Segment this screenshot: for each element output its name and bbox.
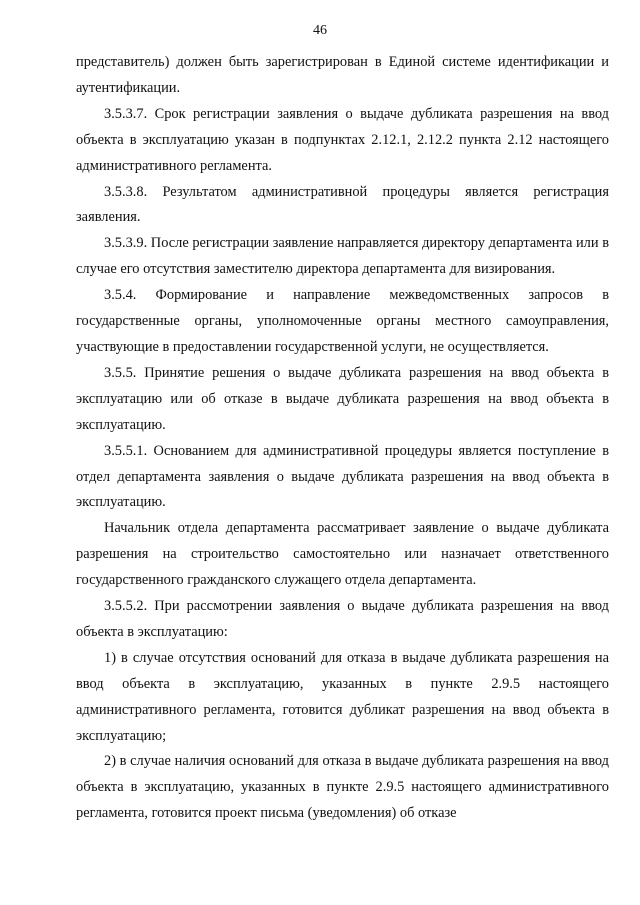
paragraph-3-5-5-1: 3.5.5.1. Основанием для административной процедуры является поступление в отдел департамента заявления о выдаче дубликата разрешения на ввод объекта в эксплуатацию. xyxy=(76,442,609,511)
paragraph-department-head: Начальник отдела департамента рассматривает заявление о выдаче дубликата разрешения на строительство самостоятельно или назначает ответственного государственного гражданского служащего отдела департамента. xyxy=(76,520,609,589)
paragraph-3-5-3-8: 3.5.3.8. Результатом административной процедуры является регистрация заявления. xyxy=(76,183,609,226)
paragraph-3-5-3-7: 3.5.3.7. Срок регистрации заявления о выдаче дубликата разрешения на ввод объекта в эксплуатацию указан в подпунктах 2.12.1, 2.12.2 пункта 2.12 настоящего административного регламента. xyxy=(76,105,609,174)
list-item-2: 2) в случае наличия оснований для отказа в выдаче дубликата разрешения на ввод объекта в эксплуатацию, указанных в пункте 2.9.5 настоящего административного регламента, готовится проект письма (уведомления) об отказе xyxy=(76,753,609,822)
list-item-1: 1) в случае отсутствия оснований для отказа в выдаче дубликата разрешения на ввод объекта в эксплуатацию, указанных в пункте 2.9.5 настоящего административного регламента, готовится дубликат разрешения на ввод объекта в эксплуатацию; xyxy=(76,649,609,744)
paragraph-3-5-3-9: 3.5.3.9. После регистрации заявление направляется директору департамента или в случае его отсутствия заместителю директора департамента для визирования. xyxy=(76,235,609,278)
document-body xyxy=(76,50,609,827)
paragraph-continuation: представитель) должен быть зарегистрирован в Единой системе идентификации и аутентификации. xyxy=(76,54,609,96)
paragraph-3-5-5-2: 3.5.5.2. При рассмотрении заявления о выдаче дубликата разрешения на ввод объекта в эксплуатацию: xyxy=(76,598,609,640)
page-number: 46 xyxy=(313,23,327,38)
paragraph-3-5-4: 3.5.4. Формирование и направление межведомственных запросов в государственные органы, уполномоченные органы местного самоуправления, участвующие в предоставлении государственной услуги, не осуществляется. xyxy=(76,287,609,355)
paragraph-3-5-5: 3.5.5. Принятие решения о выдаче дубликата разрешения на ввод объекта в эксплуатацию или об отказе в выдаче дубликата разрешения на ввод объекта в эксплуатацию. xyxy=(76,364,609,433)
